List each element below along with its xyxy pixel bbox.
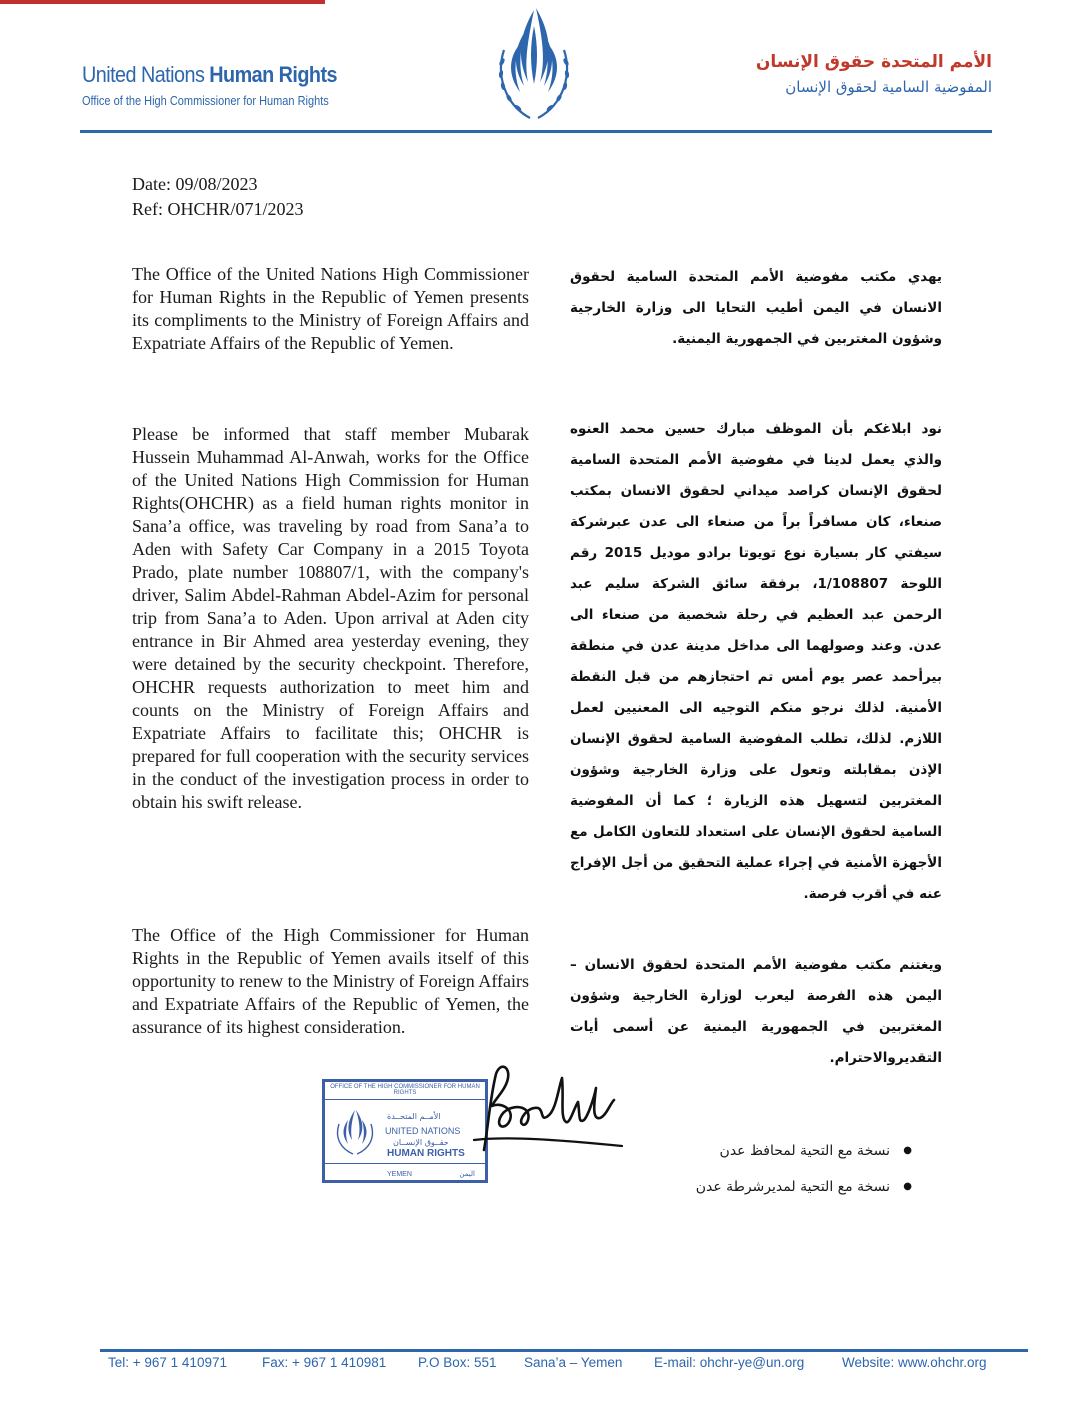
footer-website: Website: www.ohchr.org (842, 1355, 987, 1370)
un-human-rights-flame-emblem-icon (490, 4, 578, 128)
org-name-en-prefix: United Nations (82, 62, 205, 87)
paragraph-en-body: Please be informed that staff member Mubarak Hussein Muhammad Al-Anwah, works for the Office of the United Nations High Commission for Human Rights(OHCHR) as a field human rights monitor in Sana’a office, was traveling by road from Sana’a to Aden with Safety Car Company in a 2015 Toyota Prado, plate number 108807/1, with the company's driver, Salim Abdel-Rahman Abdel-Azim for personal trip from Sana’a to Aden. Upon arrival at Aden city entrance in Bir Ahmed area yesterday evening, they were detained by the security checkpoint. Therefore, OHCHR requests authorization to meet him and counts on the Ministry of Foreign Affairs and Expatriate Affairs to facilitate this; OHCHR is prepared for full cooperation with the security services in the conduct of the investigation process in order to obtain his swift release. (132, 424, 529, 812)
paragraph-ar-opening: يهدي مكتب مفوضية الأمم المتحدة السامية لحقوق الانسان في اليمن أطيب التحايا الى وزارة الخارجية وشؤون المغتربين في الجمهورية اليمنية. (570, 269, 942, 347)
stamp-top-text: OFFICE OF THE HIGH COMMISSIONER FOR HUMAN RIGHTS (325, 1084, 485, 1100)
office-name-ar: المفوضية السامية لحقوق الإنسان (785, 78, 992, 96)
letter-meta (132, 172, 304, 222)
footer-pobox: P.O Box: 551 (418, 1355, 497, 1370)
letter-reference: Ref: OHCHR/071/2023 (132, 199, 304, 219)
office-name-en: Office of the High Commissioner for Human Rights (82, 94, 329, 108)
org-logo-arabic (756, 52, 992, 96)
top-accent-bar (0, 0, 325, 4)
paragraph-ar-closing: ويغتنم مكتب مفوضية الأمم المتحدة لحقوق الانسان – اليمن هذه الفرصة ليعرب لوزارة الخارجية وشؤون المغتربين في الجمهورية اليمنية عن أسمى أيات التقديروالاحترام. (570, 957, 942, 1066)
paragraph-ar-body: نود ابلاغكم بأن الموظف مبارك حسين محمد العنوه والذي يعمل لدينا في مفوضية الأمم المتحدة السامية لحقوق الإنسان كراصد ميداني لحقوق الانسان بمكتب صنعاء، كان مسافراً براً من صنعاء الى عدن عبرشركة سيفتي كار بسيارة نوع تويوتا برادو موديل 2015 رقم اللوحة 1/108807، برفقة سائق الشركة سليم عبد الرحمن عبد العظيم في رحلة شخصية من صنعاء الى عدن. وعند وصولهما الى مداخل مدينة عدن في منطقة بيرأحمد عصر يوم أمس تم احتجازهم من قبل النقطة الأمنية. لذلك نرجو منكم التوجيه الى المعنيين لعمل اللازم. لذلك، تطلب المفوضية السامية لحقوق الإنسان الإذن بمقابلته وتعول على وزارة الخارجية وشؤون المغتربين لتسهيل هذه الزيارة ؛ كما أن المفوضية السامية لحقوق الإنسان على استعداد للتعاون الكامل مع الأجهزة الأمنية في إجراء عملية التحقيق من أجل الإفراج عنه في أقرب فرصة. (570, 421, 942, 902)
footer-divider (100, 1349, 1028, 1352)
stamp-emblem-icon (333, 1106, 377, 1156)
footer-tel: Tel: + 967 1 410971 (108, 1355, 227, 1370)
footer-email: E-mail: ohchr-ye@un.org (654, 1355, 805, 1370)
paragraph-en-closing: The Office of the High Commissioner for Human Rights in the Republic of Yemen avails itself of this opportunity to renew to the Ministry of Foreign Affairs and Expatriate Affairs of the Republic of Yemen, the assurance of its highest consideration. (132, 925, 529, 1037)
stamp-country-english: YEMEN (387, 1171, 412, 1178)
cc-list (696, 1136, 912, 1208)
footer-fax: Fax: + 967 1 410981 (262, 1355, 387, 1370)
cc-item: ● نسخة مع التحية لمديرشرطة عدن (696, 1172, 912, 1208)
handwritten-signature (470, 1058, 630, 1168)
org-logo-english (82, 62, 365, 108)
stamp-un-english: UNITED NATIONS (385, 1126, 461, 1136)
org-name-en (82, 62, 337, 88)
paragraph-en-opening: The Office of the United Nations High Commissioner for Human Rights in the Republic of Yemen presents its compliments to the Ministry of Foreign Affairs and Expatriate Affairs of the Republic of Yemen. (132, 264, 529, 353)
stamp-hr-english: HUMAN RIGHTS (387, 1148, 465, 1159)
stamp-country-arabic: اليمن (459, 1170, 475, 1178)
header-divider (80, 130, 992, 133)
letter-date: Date: 09/08/2023 (132, 174, 258, 194)
office-stamp (322, 1079, 488, 1183)
footer-contact (100, 1355, 1028, 1375)
org-name-en-bold: Human Rights (209, 62, 338, 87)
footer-city: Sana’a – Yemen (524, 1355, 623, 1370)
stamp-hr-arabic: حقــوق الإنســان (393, 1138, 449, 1147)
cc-item: ● نسخة مع التحية لمحافظ عدن (696, 1136, 912, 1172)
stamp-un-arabic: الأمــم المتحــدة (387, 1112, 441, 1121)
org-name-ar: الأمم المتحدة حقوق الإنسان (755, 52, 992, 72)
